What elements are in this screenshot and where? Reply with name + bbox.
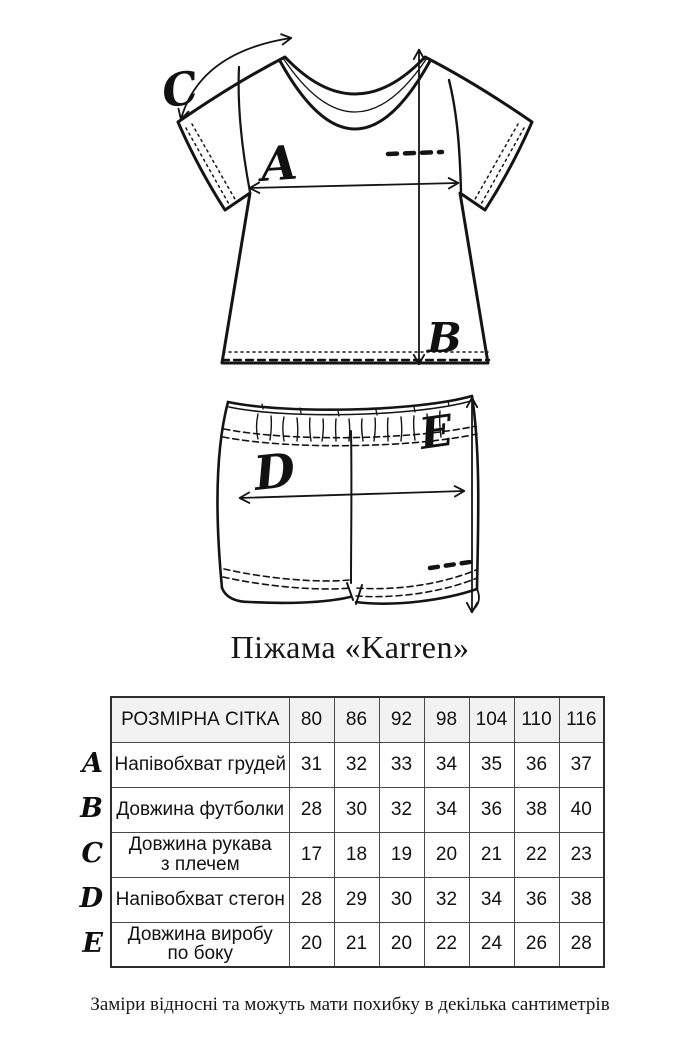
value-cell: 32 — [334, 742, 379, 787]
size-col-header: 86 — [334, 697, 379, 742]
tshirt-outline — [178, 57, 532, 363]
sleeve-stitch-left — [186, 124, 236, 206]
value-cell: 20 — [289, 922, 334, 967]
leg-bottom-left — [222, 588, 350, 603]
value-cell: 28 — [559, 922, 604, 967]
value-cell: 37 — [559, 742, 604, 787]
value-cell: 28 — [289, 787, 334, 832]
shorts-dash-marks — [430, 562, 470, 568]
value-cell: 36 — [469, 787, 514, 832]
label-A: A — [259, 135, 300, 193]
value-cell: 34 — [424, 787, 469, 832]
size-grid-title: РОЗМІРНА СІТКА — [111, 697, 289, 742]
value-cell: 20 — [379, 922, 424, 967]
size-table-header-row — [111, 697, 604, 742]
shorts-side-right — [472, 396, 478, 589]
value-cell: 17 — [289, 832, 334, 877]
value-cell: 34 — [469, 877, 514, 922]
sleeve-seam-left — [239, 67, 250, 192]
row-letters-column — [71, 696, 110, 966]
size-col-header: 80 — [289, 697, 334, 742]
value-cell: 22 — [424, 922, 469, 967]
size-col-header: 104 — [469, 697, 514, 742]
value-cell: 19 — [379, 832, 424, 877]
value-cell: 21 — [469, 832, 514, 877]
size-col-header: 92 — [379, 697, 424, 742]
table-row-shirt-length — [111, 787, 604, 832]
size-col-header: 116 — [559, 697, 604, 742]
value-cell: 36 — [514, 742, 559, 787]
measure-label: Напівобхват стегон — [111, 877, 289, 922]
label-E: E — [416, 405, 456, 460]
leg-bottom-right — [356, 589, 477, 604]
size-table-block — [71, 696, 605, 968]
value-cell: 38 — [559, 877, 604, 922]
value-cell: 20 — [424, 832, 469, 877]
value-cell: 24 — [469, 922, 514, 967]
collar-rib-line — [283, 58, 427, 112]
value-cell: 23 — [559, 832, 604, 877]
row-letter-b: B — [80, 793, 103, 824]
leg-hem-stitch-right — [356, 570, 477, 597]
value-cell: 34 — [424, 742, 469, 787]
label-B: B — [427, 314, 462, 362]
measure-label: Довжина виробу по боку — [111, 922, 289, 967]
value-cell: 35 — [469, 742, 514, 787]
value-cell: 30 — [379, 877, 424, 922]
row-letter-a: A — [82, 748, 103, 779]
table-row-hips — [111, 877, 604, 922]
shorts-drawing — [217, 396, 479, 612]
measure-label: Довжина рукава з плечем — [111, 832, 289, 877]
measure-label: Довжина футболки — [111, 787, 289, 832]
value-cell: 33 — [379, 742, 424, 787]
value-cell: 32 — [424, 877, 469, 922]
value-cell: 21 — [334, 922, 379, 967]
disclaimer-text: Заміри відносні та можуть мати похибку в декілька сантиметрів — [90, 994, 610, 1015]
value-cell: 30 — [334, 787, 379, 832]
row-letter-e: E — [82, 928, 103, 959]
value-cell: 22 — [514, 832, 559, 877]
table-row-chest — [111, 742, 604, 787]
leg-hem-stitch-left — [223, 569, 350, 589]
size-table — [110, 696, 605, 968]
value-cell: 38 — [514, 787, 559, 832]
label-C: C — [157, 60, 203, 119]
value-cell: 31 — [289, 742, 334, 787]
table-row-sleeve — [111, 832, 604, 877]
size-col-header: 110 — [514, 697, 559, 742]
tshirt-drawing — [158, 38, 532, 364]
value-cell: 18 — [334, 832, 379, 877]
crotch-notch — [347, 583, 362, 604]
chest-dash-marks — [388, 152, 442, 154]
value-cell: 26 — [514, 922, 559, 967]
value-cell: 28 — [289, 877, 334, 922]
table-row-side-length — [111, 922, 604, 967]
label-D: D — [251, 442, 298, 502]
product-title: Піжама «Karren» — [230, 629, 470, 665]
measure-label: Напівобхват грудей — [111, 742, 289, 787]
size-col-header: 98 — [424, 697, 469, 742]
value-cell: 40 — [559, 787, 604, 832]
sleeve-seam-right — [449, 80, 461, 192]
row-letter-d: D — [79, 883, 103, 914]
sleeve-stitch-right — [474, 124, 524, 206]
value-cell: 36 — [514, 877, 559, 922]
row-letter-c: C — [81, 838, 103, 869]
value-cell: 32 — [379, 787, 424, 832]
value-cell: 29 — [334, 877, 379, 922]
